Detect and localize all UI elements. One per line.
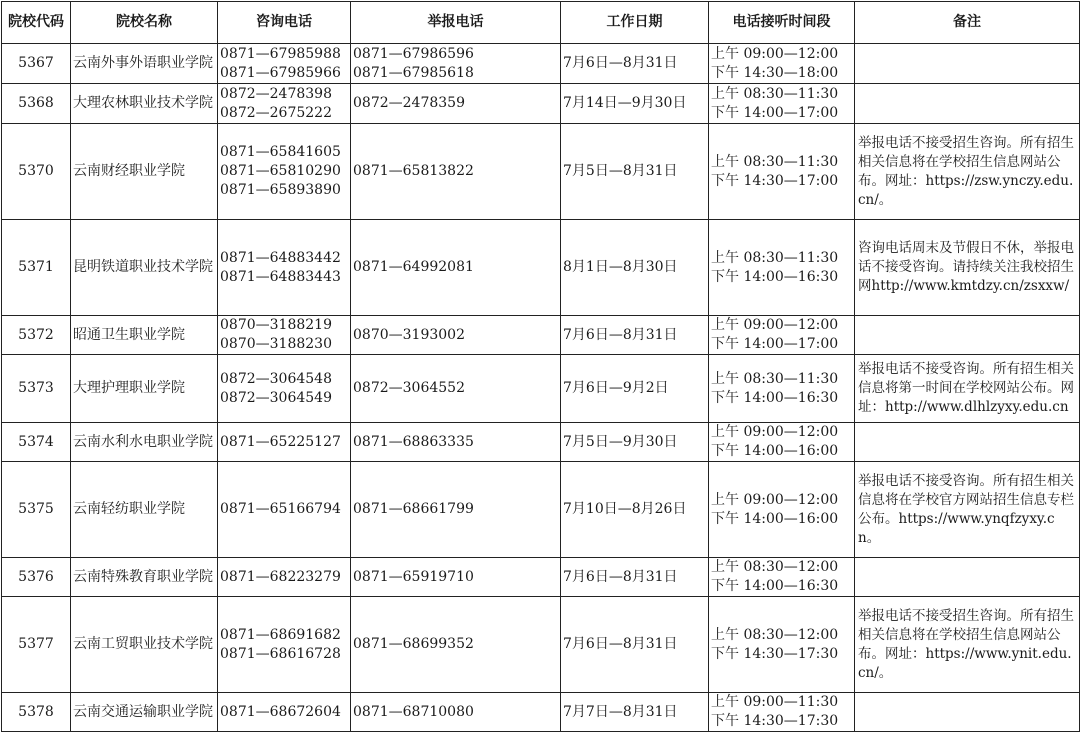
consult-phone: 0870—3188219 <box>220 317 332 333</box>
consult-phone: 0872—2478398 <box>220 85 332 102</box>
report-phones <box>351 124 561 220</box>
header-report: 举报电话 <box>351 2 561 44</box>
morning-hours: 上午 09:00—11:30 <box>711 694 839 710</box>
report-phone: 0871—65813822 <box>353 163 474 179</box>
consult-phone: 0871—68672604 <box>220 703 341 720</box>
table-row <box>2 84 1080 124</box>
afternoon-hours: 下午 14:00—16:30 <box>711 578 839 594</box>
remarks: 咨询电话周末及节假日不休，举报电话不接受咨询。请持续关注我校招生网http://www.kmtdzy.cn/zsxxw/ <box>855 220 1080 316</box>
morning-hours: 上午 08:30—12:00 <box>711 626 839 643</box>
consult-phone: 0871—68691682 <box>220 626 341 643</box>
report-phone: 0871—64992081 <box>353 259 474 275</box>
table-row <box>2 423 1080 462</box>
table-row <box>2 462 1080 558</box>
work-dates: 7月6日—8月31日 <box>561 597 709 693</box>
table-row <box>2 44 1080 84</box>
remarks <box>855 316 1080 355</box>
school-code: 5376 <box>2 558 71 597</box>
table-row <box>2 355 1080 423</box>
call-hours <box>709 462 855 558</box>
report-phone: 0871—68863335 <box>353 433 474 450</box>
school-name: 云南特殊教育职业学院 <box>71 558 218 597</box>
report-phone: 0871—68710080 <box>353 703 474 720</box>
report-phones <box>351 558 561 597</box>
school-name: 昆明铁道职业技术学院 <box>71 220 218 316</box>
consult-phones <box>218 597 351 693</box>
morning-hours: 上午 08:30—11:30 <box>711 370 839 387</box>
consult-phone: 0871—65893890 <box>220 182 341 198</box>
work-dates: 7月6日—8月31日 <box>561 316 709 355</box>
afternoon-hours: 下午 14:00—17:00 <box>711 336 839 352</box>
call-hours <box>709 355 855 423</box>
remarks <box>855 558 1080 597</box>
school-code: 5372 <box>2 316 71 355</box>
work-dates: 7月5日—8月31日 <box>561 124 709 220</box>
school-code: 5371 <box>2 220 71 316</box>
consult-phone: 0872—3064549 <box>220 389 332 406</box>
report-phone: 0872—2478359 <box>353 95 465 111</box>
school-name: 云南财经职业学院 <box>71 124 218 220</box>
call-hours <box>709 316 855 355</box>
call-hours <box>709 124 855 220</box>
afternoon-hours: 下午 14:00—16:30 <box>711 389 839 406</box>
school-code: 5377 <box>2 597 71 693</box>
remarks: 举报电话不接受招生咨询。所有招生相关信息将在学校招生信息网站公布。网址：https://www.ynit.edu.cn/。 <box>855 597 1080 693</box>
school-code: 5373 <box>2 355 71 423</box>
remarks <box>855 423 1080 462</box>
report-phone: 0871—65919710 <box>353 568 474 585</box>
call-hours <box>709 44 855 84</box>
report-phones <box>351 220 561 316</box>
school-name: 大理农林职业技术学院 <box>71 84 218 124</box>
report-phones <box>351 44 561 84</box>
consult-phones <box>218 316 351 355</box>
work-dates: 7月14日—9月30日 <box>561 84 709 124</box>
afternoon-hours: 下午 14:00—16:30 <box>711 268 839 285</box>
consult-phones <box>218 423 351 462</box>
call-hours <box>709 558 855 597</box>
remarks: 举报电话不接受咨询。所有招生相关信息将第一时间在学校网站公布。网址：http://www.dlhlzyxy.edu.cn <box>855 355 1080 423</box>
school-name: 昭通卫生职业学院 <box>71 316 218 355</box>
header-hours: 电话接听时间段 <box>709 2 855 44</box>
call-hours <box>709 84 855 124</box>
work-dates: 8月1日—8月30日 <box>561 220 709 316</box>
morning-hours: 上午 08:30—12:00 <box>711 559 839 575</box>
header-row <box>2 2 1080 44</box>
table-row <box>2 558 1080 597</box>
consult-phone: 0871—64883442 <box>220 249 341 266</box>
consult-phone: 0871—67985966 <box>220 64 341 81</box>
consult-phone: 0871—68616728 <box>220 645 341 662</box>
report-phones <box>351 597 561 693</box>
consult-phone: 0871—65225127 <box>220 433 341 450</box>
school-code: 5368 <box>2 84 71 124</box>
call-hours <box>709 220 855 316</box>
report-phone: 0870—3193002 <box>353 326 465 343</box>
table-row <box>2 124 1080 220</box>
report-phones <box>351 84 561 124</box>
consult-phone: 0871—67985988 <box>220 45 341 62</box>
work-dates: 7月10日—8月26日 <box>561 462 709 558</box>
consult-phones <box>218 84 351 124</box>
report-phone: 0871—68699352 <box>353 636 474 652</box>
report-phone: 0871—67985618 <box>353 64 474 81</box>
school-name: 云南轻纺职业学院 <box>71 462 218 558</box>
consult-phone: 0871—65166794 <box>220 501 341 517</box>
header-consult: 咨询电话 <box>218 2 351 44</box>
morning-hours: 上午 09:00—12:00 <box>711 45 839 62</box>
report-phones <box>351 693 561 732</box>
work-dates: 7月5日—9月30日 <box>561 423 709 462</box>
table-row <box>2 693 1080 732</box>
report-phone: 0871—68661799 <box>353 501 474 517</box>
call-hours <box>709 597 855 693</box>
remarks <box>855 44 1080 84</box>
work-dates: 7月6日—9月2日 <box>561 355 709 423</box>
remarks <box>855 84 1080 124</box>
report-phone: 0872—3064552 <box>353 380 465 396</box>
report-phones <box>351 423 561 462</box>
consult-phone: 0871—64883443 <box>220 268 341 285</box>
table-row <box>2 316 1080 355</box>
header-code: 院校代码 <box>2 2 71 44</box>
consult-phones <box>218 124 351 220</box>
morning-hours: 上午 08:30—11:30 <box>711 249 839 266</box>
table-body <box>2 44 1080 732</box>
school-name: 云南外事外语职业学院 <box>71 44 218 84</box>
morning-hours: 上午 08:30—11:30 <box>711 153 839 170</box>
header-name: 院校名称 <box>71 2 218 44</box>
consult-phone: 0870—3188230 <box>220 336 332 352</box>
school-name: 云南交通运输职业学院 <box>71 693 218 732</box>
afternoon-hours: 下午 14:30—17:00 <box>711 172 839 189</box>
consult-phone: 0871—65810290 <box>220 163 341 179</box>
morning-hours: 上午 09:00—12:00 <box>711 424 839 440</box>
school-code: 5378 <box>2 693 71 732</box>
consult-phones <box>218 558 351 597</box>
morning-hours: 上午 09:00—12:00 <box>711 317 839 333</box>
afternoon-hours: 下午 14:00—16:00 <box>711 443 839 459</box>
consult-phones <box>218 44 351 84</box>
school-name: 大理护理职业学院 <box>71 355 218 423</box>
afternoon-hours: 下午 14:00—16:00 <box>711 510 839 527</box>
report-phones <box>351 355 561 423</box>
work-dates: 7月7日—8月31日 <box>561 693 709 732</box>
report-phone: 0871—67986596 <box>353 45 474 62</box>
school-code: 5367 <box>2 44 71 84</box>
work-dates: 7月6日—8月31日 <box>561 558 709 597</box>
table-row <box>2 220 1080 316</box>
call-hours <box>709 693 855 732</box>
afternoon-hours: 下午 14:00—17:00 <box>711 104 839 121</box>
consult-phone: 0872—3064548 <box>220 370 332 387</box>
consult-phones <box>218 462 351 558</box>
consult-phones <box>218 355 351 423</box>
consult-phones <box>218 220 351 316</box>
consult-phones <box>218 693 351 732</box>
report-phones <box>351 316 561 355</box>
school-code: 5374 <box>2 423 71 462</box>
school-code: 5375 <box>2 462 71 558</box>
contact-table <box>1 1 1080 732</box>
school-code: 5370 <box>2 124 71 220</box>
afternoon-hours: 下午 14:30—17:30 <box>711 713 839 729</box>
remarks <box>855 693 1080 732</box>
afternoon-hours: 下午 14:30—18:00 <box>711 64 839 81</box>
report-phones <box>351 462 561 558</box>
header-dates: 工作日期 <box>561 2 709 44</box>
school-name: 云南工贸职业技术学院 <box>71 597 218 693</box>
consult-phone: 0871—65841605 <box>220 144 341 160</box>
remarks: 举报电话不接受咨询。所有招生相关信息将在学校官方网站招生信息专栏公布。https://www.ynqfzyxy.cn。 <box>855 462 1080 558</box>
remarks: 举报电话不接受招生咨询。所有招生相关信息将在学校招生信息网站公布。网址：https://zsw.ynczy.edu.cn/。 <box>855 124 1080 220</box>
afternoon-hours: 下午 14:30—17:30 <box>711 645 839 662</box>
morning-hours: 上午 09:00—12:00 <box>711 491 839 508</box>
table-row <box>2 597 1080 693</box>
header-notes: 备注 <box>855 2 1080 44</box>
consult-phone: 0871—68223279 <box>220 568 341 585</box>
work-dates: 7月6日—8月31日 <box>561 44 709 84</box>
morning-hours: 上午 08:30—11:30 <box>711 85 839 102</box>
consult-phone: 0872—2675222 <box>220 104 332 121</box>
call-hours <box>709 423 855 462</box>
school-name: 云南水利水电职业学院 <box>71 423 218 462</box>
